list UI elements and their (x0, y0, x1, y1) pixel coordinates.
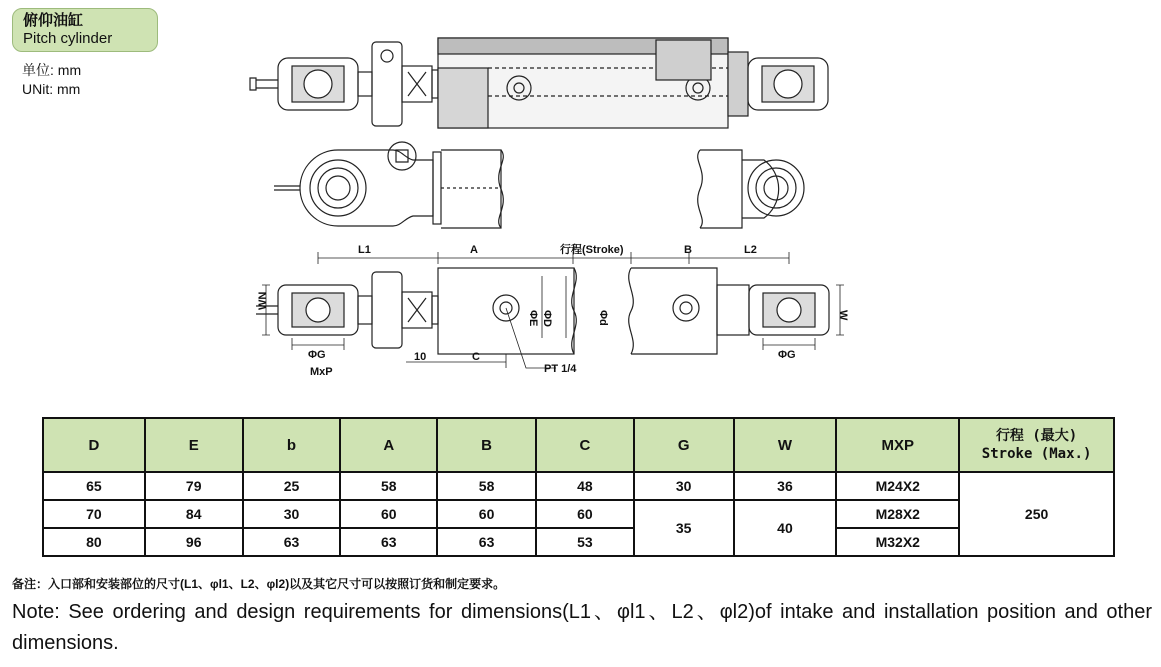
title-zh: 俯仰油缸 (23, 12, 84, 29)
cell-E: 79 (145, 472, 243, 500)
table-row (43, 500, 1114, 528)
cell-B: 63 (437, 528, 536, 556)
header-E: E (145, 418, 243, 472)
header-D: D (43, 418, 145, 472)
label-L2: L2 (744, 244, 757, 256)
label-phiE: ΦE (527, 310, 539, 327)
header-MXP: MXP (836, 418, 959, 472)
cell-C: 60 (536, 500, 634, 528)
header-W: W (734, 418, 837, 472)
note-en: Note: See ordering and design requirements for dimensions(L1、φl1、L2、φl2)of intake and installation position and other dimensions. (12, 601, 1152, 654)
cell-b: 30 (243, 500, 341, 528)
header-b: b (243, 418, 341, 472)
header-stroke (959, 418, 1114, 472)
label-W: W (837, 310, 849, 321)
cell-A: 60 (340, 500, 437, 528)
cell-A: 58 (340, 472, 437, 500)
label-A: A (470, 244, 478, 256)
table-row (43, 528, 1114, 556)
label-L1: L1 (358, 244, 371, 256)
cell-B: 60 (437, 500, 536, 528)
label-MxP: MxP (310, 366, 333, 378)
cell-G: 35 (634, 500, 734, 556)
table-row (43, 472, 1114, 500)
unit-en: UNit: mm (22, 81, 81, 97)
plan-view (274, 142, 804, 228)
label-10: 10 (414, 351, 427, 363)
cell-D: 80 (43, 528, 145, 556)
label-stroke: 行程(Stroke) (560, 244, 624, 256)
label-PT: PT 1/4 (544, 363, 577, 375)
cell-G: 30 (634, 472, 734, 500)
label-phid: Φd (597, 310, 609, 326)
cell-W: 40 (734, 500, 837, 556)
label-phiD: ΦD (541, 310, 553, 327)
header-stroke-zh: 行程 (最大) (995, 428, 1078, 444)
header-G: G (634, 418, 734, 472)
label-phiG-left: ΦG (308, 349, 326, 361)
title-en: Pitch cylinder (23, 30, 113, 47)
header-A: A (340, 418, 437, 472)
header-C: C (536, 418, 634, 472)
cell-D: 65 (43, 472, 145, 500)
cell-W: 36 (734, 472, 837, 500)
label-C: C (472, 351, 480, 363)
units (22, 61, 81, 99)
label-phiG-right: ΦG (778, 349, 796, 361)
cell-b: 63 (243, 528, 341, 556)
header-B: B (437, 418, 536, 472)
cell-b: 25 (243, 472, 341, 500)
sectional-view (250, 38, 828, 128)
header-stroke-en: Stroke (Max.) (981, 446, 1092, 462)
cell-E: 96 (145, 528, 243, 556)
cell-D: 70 (43, 500, 145, 528)
cell-E: 84 (145, 500, 243, 528)
cell-C: 48 (536, 472, 634, 500)
cell-A: 63 (340, 528, 437, 556)
label-B: B (684, 244, 692, 256)
cell-MXP: M32X2 (836, 528, 959, 556)
spec-table (42, 417, 1115, 557)
cell-stroke: 250 (959, 472, 1114, 556)
cylinder-drawing (236, 0, 849, 385)
note-zh: 备注：入口部和安装部位的尺寸(L1、φl1、L2、φl2)以及其它尺寸可以按照订货和制定要求。 (12, 577, 506, 591)
table-header-row (43, 418, 1114, 472)
label-WN: WN (257, 291, 269, 310)
unit-zh: 单位: mm (22, 62, 82, 78)
cell-B: 58 (437, 472, 536, 500)
cell-MXP: M28X2 (836, 500, 959, 528)
cell-MXP: M24X2 (836, 472, 959, 500)
title-tag (12, 8, 158, 52)
cell-C: 53 (536, 528, 634, 556)
